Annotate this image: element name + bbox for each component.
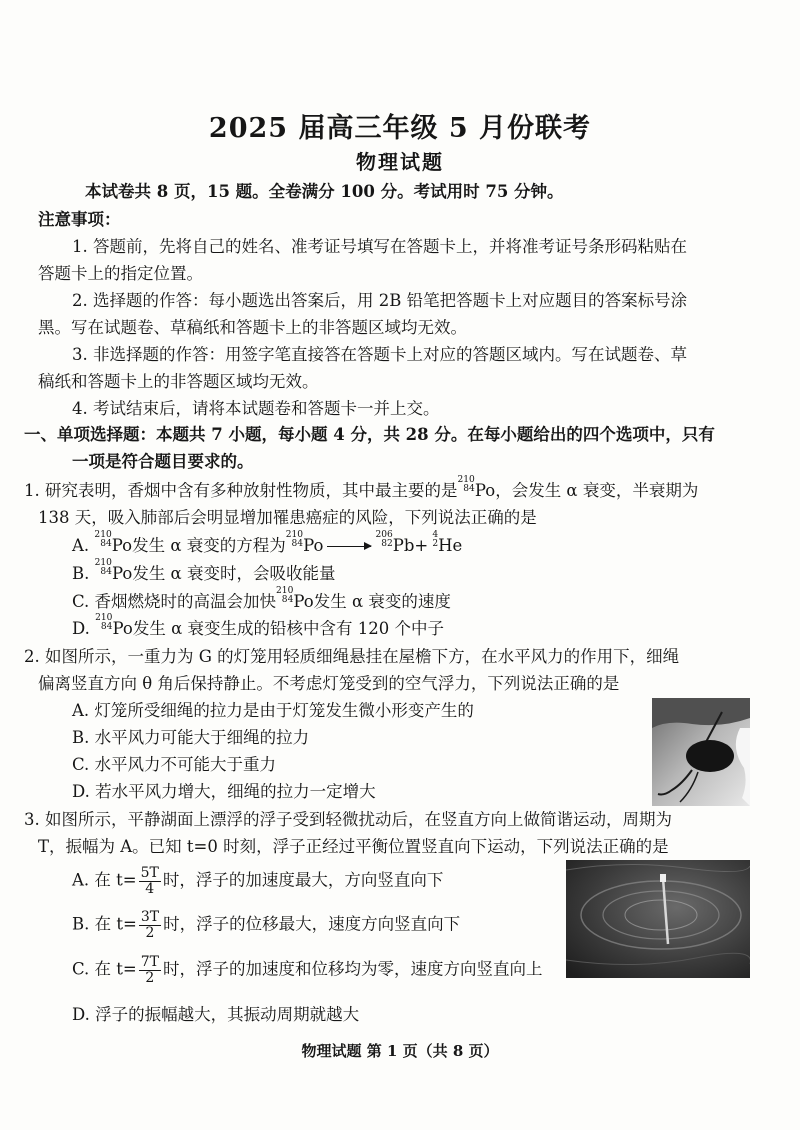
q3-option-d: D. 浮子的振幅越大，其振动周期就越大 bbox=[72, 1005, 360, 1024]
q1-stem: 1. 研究表明，香烟中含有多种放射性物质，其中最主要的是 210 84 Po，会发生 α 衰变，半衰期为 bbox=[24, 475, 699, 500]
section-heading-cont: 一项是符合题目要求的。 bbox=[72, 452, 254, 471]
notice-line: 4. 考试结束后，请将本试题卷和答题卡一并上交。 bbox=[72, 399, 440, 418]
q3-stem: 3. 如图所示，平静湖面上漂浮的浮子受到轻微扰动后，在竖直方向上做简谐运动，周期为 bbox=[24, 810, 672, 829]
po-nuclide: 210 84 bbox=[285, 530, 304, 550]
notice-heading: 注意事项： bbox=[38, 210, 121, 229]
q1-option-a: A. 210 84 Po发生 α 衰变的方程为 210 84 Po 206 82 Pb+ 4 2 He bbox=[72, 530, 463, 555]
q1-stem-cont: 138 天，吸入肺部后会明显增加罹患癌症的风险，下列说法正确的是 bbox=[38, 508, 537, 527]
notice-line: 1. 答题前，先将自己的姓名、准考证号填写在答题卡上，并将准考证号条形码粘贴在 bbox=[72, 237, 687, 256]
notice-line: 答题卡上的指定位置。 bbox=[38, 264, 203, 283]
po-nuclide: 210 84 bbox=[94, 558, 112, 578]
pb-nuclide: 206 82 bbox=[375, 530, 393, 550]
q3-stem-cont: T，振幅为 A。已知 t=0 时刻，浮子正经过平衡位置竖直向下运动，下列说法正确的是 bbox=[38, 837, 669, 856]
notice-line: 黑。写在试题卷、草稿纸和答题卡上的非答题区域均无效。 bbox=[38, 318, 467, 337]
po-nuclide: 210 84 bbox=[457, 475, 475, 495]
notice-line: 3. 非选择题的作答：用签字笔直接答在答题卡上对应的答题区域内。写在试题卷、草 bbox=[72, 345, 687, 364]
q2-option-b: B. 水平风力可能大于细绳的拉力 bbox=[72, 728, 310, 747]
q1-option-d: D. 210 84 Po发生 α 衰变生成的铅核中含有 120 个中子 bbox=[72, 613, 444, 638]
q1-option-b: B. 210 84 Po发生 α 衰变时，会吸收能量 bbox=[72, 558, 336, 583]
q2-option-d: D. 若水平风力增大，细绳的拉力一定增大 bbox=[72, 782, 376, 801]
po-nuclide: 210 84 bbox=[94, 530, 112, 550]
q3-option-b: B. 在 t= $\frac{3T}{2}$ 时，浮子的位移最大，速度方向竖直向下 bbox=[72, 909, 461, 941]
q2-option-a: A. 灯笼所受细绳的拉力是由于灯笼发生微小形变产生的 bbox=[72, 701, 474, 720]
q2-option-c: C. 水平风力不可能大于重力 bbox=[72, 755, 277, 774]
float-photo bbox=[566, 860, 750, 978]
fraction: $\frac{3T}{2}$ bbox=[140, 909, 160, 941]
notice-line: 2. 选择题的作答：每小题选出答案后，用 2B 铅笔把答题卡上对应题目的答案标号涂 bbox=[72, 291, 688, 310]
q2-stem-cont: 偏离竖直方向 θ 角后保持静止。不考虑灯笼受到的空气浮力，下列说法正确的是 bbox=[38, 674, 620, 693]
exam-info: 本试卷共 8 页，15 题。全卷满分 100 分。考试用时 75 分钟。 bbox=[85, 182, 564, 201]
fraction: $\frac{7T}{2}$ bbox=[140, 954, 159, 986]
subject-title: 物理试题 bbox=[356, 150, 444, 174]
fraction: $\frac{5T}{4}$ bbox=[140, 865, 159, 897]
page-footer: 物理试题 第 1 页（共 8 页） bbox=[301, 1042, 499, 1060]
he-nuclide: 4 2 bbox=[432, 530, 439, 550]
q3-option-a: A. 在 t= $\frac{5T}{4}$ 时，浮子的加速度最大，方向竖直向下 bbox=[72, 865, 444, 897]
lantern-photo bbox=[652, 698, 750, 806]
q3-option-c: C. 在 t= $\frac{7T}{2}$ 时，浮子的加速度和位移均为零，速度方向竖直向上 bbox=[72, 954, 543, 986]
exam-title: 2025 届高三年级 5 月份联考 bbox=[208, 113, 592, 144]
po-nuclide: 210 84 bbox=[95, 613, 113, 633]
notice-line: 稿纸和答题卡上的非答题区域均无效。 bbox=[38, 372, 319, 391]
q2-stem: 2. 如图所示，一重力为 G 的灯笼用轻质细绳悬挂在屋檐下方，在水平风力的作用下，细绳 bbox=[24, 647, 680, 666]
section-heading: 一、单项选择题：本题共 7 小题，每小题 4 分，共 28 分。在每小题给出的四个选项中，只有 bbox=[24, 425, 715, 444]
po-nuclide: 210 84 bbox=[276, 586, 294, 606]
reaction-arrow-icon bbox=[327, 546, 371, 547]
q1-option-c: C. 香烟燃烧时的高温会加快 210 84 Po发生 α 衰变的速度 bbox=[72, 586, 451, 611]
